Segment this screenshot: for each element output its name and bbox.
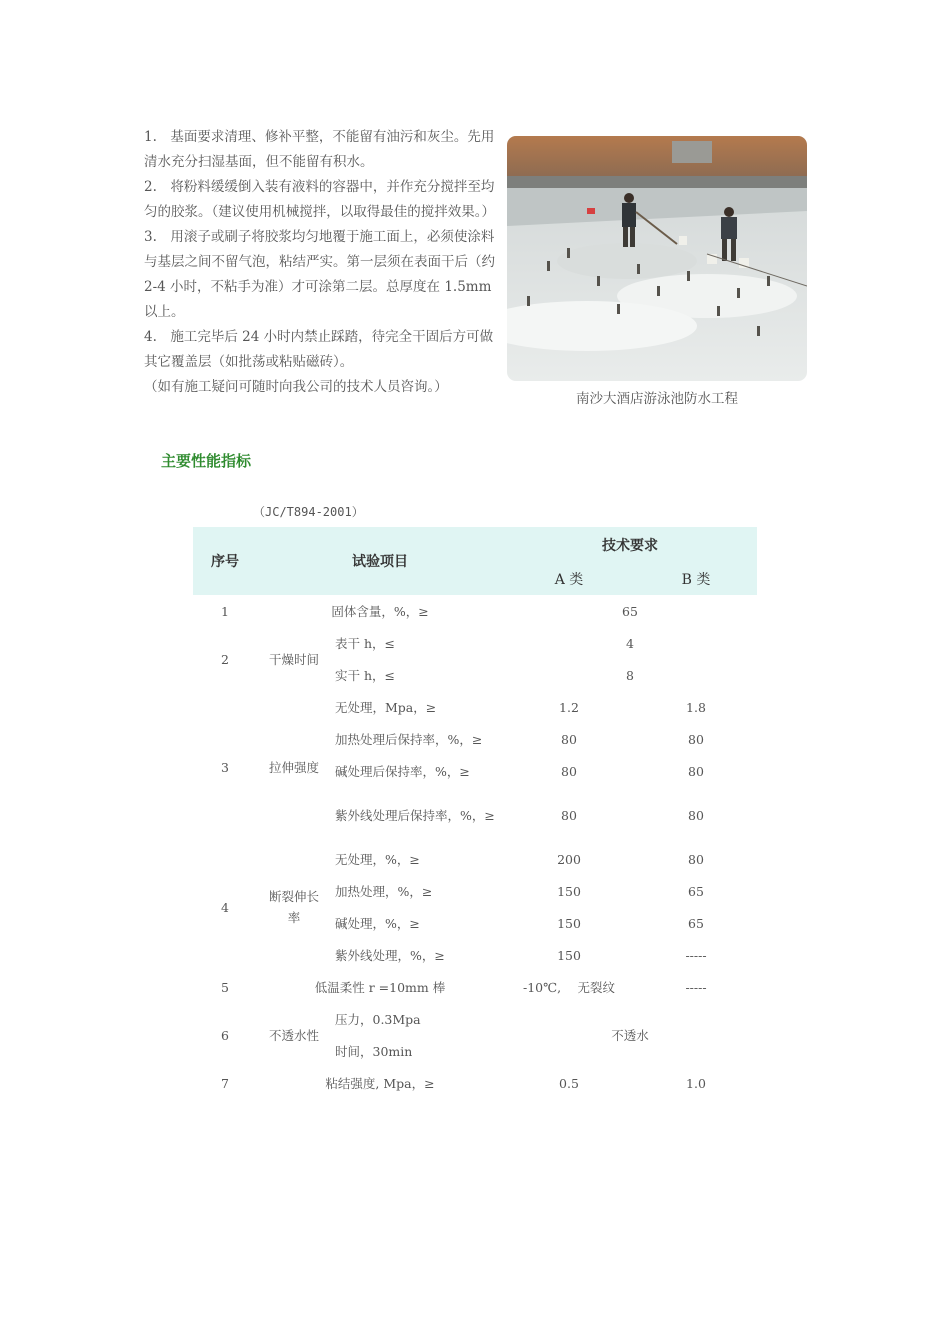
step-4: 4. 施工完毕后 24 小时内禁止踩踏，待完全干固后方可做其它覆盖层（如批荡或粘贴磁砖）。 bbox=[144, 329, 494, 370]
row-item: 加热处理，%，≥ bbox=[335, 883, 433, 899]
row-value-b: 80 bbox=[688, 851, 704, 867]
row-item: 碱处理，%，≥ bbox=[335, 915, 420, 931]
row-value: 4 bbox=[626, 635, 634, 651]
table-row bbox=[193, 627, 757, 659]
row-value-a: 80 bbox=[561, 807, 577, 823]
row-value: 不透水 bbox=[611, 1028, 649, 1043]
table-row bbox=[193, 843, 757, 875]
row-value-b: 80 bbox=[688, 763, 704, 779]
row-item: 实干 h，≤ bbox=[335, 667, 395, 683]
photo-caption: 南沙大酒店游泳池防水工程 bbox=[576, 391, 738, 407]
header-no: 序号 bbox=[193, 527, 257, 595]
row-no: 1 bbox=[221, 603, 229, 619]
row-value-a: 150 bbox=[557, 915, 581, 931]
row-no: 5 bbox=[221, 979, 229, 995]
header-item: 试验项目 bbox=[257, 527, 503, 595]
row-value-a: -10℃, 无裂纹 bbox=[522, 980, 616, 995]
table-row bbox=[193, 1067, 757, 1099]
row-item: 表干 h，≤ bbox=[335, 635, 395, 651]
row-item: 压力，0.3Mpa bbox=[335, 1011, 421, 1027]
row-no: 4 bbox=[221, 899, 229, 915]
row-group: 拉伸强度 bbox=[268, 760, 319, 775]
step-2: 2. 将粉料缓缓倒入装有液料的容器中，并作充分搅拌至均匀的胶浆。（建议使用机械搅拌，以取得最佳的搅拌效果。） bbox=[144, 179, 495, 220]
standard-number: （JC/T894-2001） bbox=[253, 505, 364, 519]
row-group: 不透水性 bbox=[268, 1028, 319, 1043]
table-row bbox=[193, 691, 757, 723]
row-value: 8 bbox=[626, 667, 634, 683]
header-requirement: 技术要求 bbox=[503, 527, 757, 563]
row-value-a: 1.2 bbox=[559, 699, 579, 715]
construction-steps bbox=[144, 125, 506, 400]
step-3: 3. 用滚子或刷子将胶浆均匀地覆于施工面上，必须使涂料与基层之间不留气泡，粘结严实。第一层须在表面干后（约 2-4 小时，不粘手为准）才可涂第二层。总厚度在 1.5mm 以上。 bbox=[144, 229, 495, 320]
row-value-b: ----- bbox=[685, 979, 707, 995]
row-no: 2 bbox=[221, 651, 229, 667]
row-value-a: 80 bbox=[561, 763, 577, 779]
table-header-row bbox=[193, 527, 757, 563]
row-no: 7 bbox=[221, 1075, 229, 1091]
table-row bbox=[193, 1003, 757, 1035]
row-value-b: 65 bbox=[688, 915, 704, 931]
row-item: 无处理，%，≥ bbox=[335, 851, 420, 867]
table-row bbox=[193, 595, 757, 627]
row-value-a: 200 bbox=[557, 851, 581, 867]
row-item: 紫外线处理后保持率，%，≥ bbox=[335, 807, 495, 823]
consultation-note: （如有施工疑问可随时向我公司的技术人员咨询。） bbox=[144, 379, 448, 395]
row-group: 干燥时间 bbox=[268, 652, 319, 667]
table-row bbox=[193, 971, 757, 1003]
row-item: 低温柔性 r =10mm 棒 bbox=[314, 979, 446, 995]
row-no: 6 bbox=[221, 1027, 229, 1043]
row-item: 加热处理后保持率，%，≥ bbox=[335, 731, 483, 747]
row-item: 碱处理后保持率，%，≥ bbox=[335, 763, 470, 779]
pool-waterproofing-photo bbox=[507, 136, 807, 381]
performance-table bbox=[193, 527, 757, 1099]
row-item: 时间，30min bbox=[335, 1043, 413, 1059]
row-group: 断裂伸长率 bbox=[268, 889, 319, 925]
row-item: 固体含量，%，≥ bbox=[331, 603, 429, 619]
row-item: 粘结强度, Mpa，≥ bbox=[325, 1075, 435, 1091]
step-1: 1. 基面要求清理、修补平整，不能留有油污和灰尘。先用清水充分扫湿基面，但不能留有积水。 bbox=[144, 129, 495, 170]
row-value: 65 bbox=[622, 603, 638, 619]
row-value-b: ----- bbox=[685, 947, 707, 963]
row-value-a: 80 bbox=[561, 731, 577, 747]
header-a: A 类 bbox=[503, 563, 635, 595]
row-no: 3 bbox=[221, 759, 229, 775]
row-value-b: 80 bbox=[688, 807, 704, 823]
row-value-a: 150 bbox=[557, 947, 581, 963]
row-value-b: 1.0 bbox=[686, 1075, 706, 1091]
row-value-a: 150 bbox=[557, 883, 581, 899]
row-value-b: 1.8 bbox=[686, 699, 706, 715]
row-item: 无处理，Mpa，≥ bbox=[335, 699, 437, 715]
row-value-b: 80 bbox=[688, 731, 704, 747]
row-value-a: 0.5 bbox=[559, 1075, 579, 1091]
row-value-b: 65 bbox=[688, 883, 704, 899]
row-item: 紫外线处理，%，≥ bbox=[335, 947, 445, 963]
section-title: 主要性能指标 bbox=[161, 452, 252, 470]
header-b: B 类 bbox=[635, 563, 757, 595]
